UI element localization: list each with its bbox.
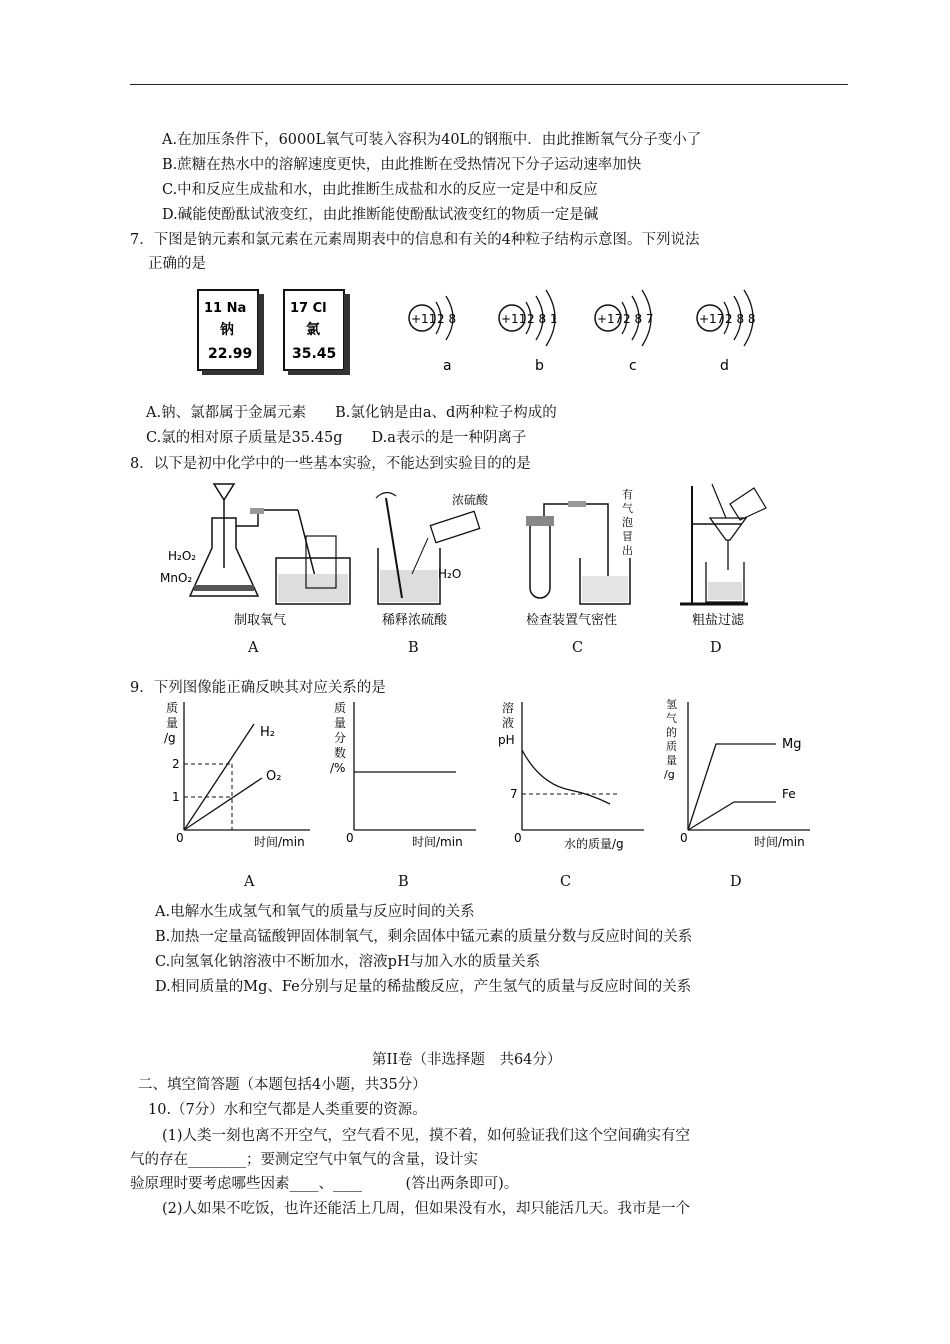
card-cl-mass: 35.45 — [292, 346, 337, 362]
q6-option-b: B.蔗糖在热水中的溶解速度更快，由此推断在受热情况下分子运动速率加快 — [162, 157, 642, 173]
experiment-c — [526, 488, 633, 628]
q6-option-c: C.中和反应生成盐和水，由此推断生成盐和水的反应一定是中和反应 — [162, 182, 598, 198]
svg-text:/g: /g — [664, 768, 675, 781]
q9-option-a: A.电解水生成氢气和氧气的质量与反应时间的关系 — [155, 904, 475, 920]
svg-text:2 8 7: 2 8 7 — [623, 312, 654, 326]
particle-c — [595, 290, 654, 374]
svg-text:浓硫酸: 浓硫酸 — [452, 493, 489, 507]
element-card-na — [198, 290, 264, 375]
svg-text:制取氧气: 制取氧气 — [234, 613, 287, 628]
svg-text:a: a — [443, 358, 452, 374]
svg-text:0: 0 — [680, 831, 688, 845]
svg-text:气: 气 — [666, 712, 677, 725]
svg-text:时间/min: 时间/min — [412, 835, 463, 849]
q8-figure — [150, 478, 790, 658]
q9-option-b: B.加热一定量高锰酸钾固体制氧气，剩余固体中锰元素的质量分数与反应时间的关系 — [155, 929, 693, 945]
svg-text:b: b — [535, 358, 544, 374]
svg-text:MnO₂: MnO₂ — [160, 571, 193, 585]
card-na-header: 11 Na — [204, 301, 247, 316]
q8-letter-a: A — [248, 640, 259, 656]
svg-text:水的质量/g: 水的质量/g — [564, 837, 624, 851]
particle-a — [409, 296, 456, 374]
experiment-a — [160, 484, 350, 628]
svg-text:+17: +17 — [699, 312, 725, 326]
svg-text:时间/min: 时间/min — [254, 835, 305, 849]
svg-text:的: 的 — [666, 726, 677, 739]
q9-letter-d: D — [730, 874, 742, 890]
particle-d — [697, 290, 756, 374]
part2-title: 第II卷（非选择题 共64分） — [372, 1052, 562, 1068]
top-rule — [130, 84, 848, 85]
q8-letter-b: B — [408, 640, 419, 656]
q8-letter-d: D — [710, 640, 722, 656]
svg-text:H₂O: H₂O — [438, 567, 462, 581]
svg-text:c: c — [629, 358, 637, 374]
svg-text:H₂: H₂ — [260, 725, 275, 740]
q9-letter-b: B — [398, 874, 409, 890]
svg-text:0: 0 — [514, 831, 522, 845]
q8-stem: 8．以下是初中化学中的一些基本实验，不能达到实验目的的是 — [130, 456, 531, 472]
svg-text:质: 质 — [334, 701, 347, 715]
q9-stem: 9．下列图像能正确反映其对应关系的是 — [130, 680, 386, 696]
svg-text:d: d — [720, 358, 729, 374]
q9-letter-c: C — [560, 874, 572, 890]
q10-1-line2: 气的存在________；要测定空气中氧气的含量，设计实 — [130, 1152, 478, 1168]
svg-text:稀释浓硫酸: 稀释浓硫酸 — [382, 613, 448, 628]
svg-text:溶: 溶 — [502, 701, 515, 715]
svg-text:检查装置气密性: 检查装置气密性 — [526, 613, 618, 628]
svg-text:量: 量 — [666, 754, 677, 767]
svg-text:氢: 氢 — [666, 698, 677, 711]
q6-option-d: D.碱能使酚酞试液变红，由此推断能使酚酞试液变红的物质一定是碱 — [162, 207, 599, 223]
q10-2-line1: (2)人如果不吃饭，也许还能活上几周，但如果没有水，却只能活几天。我市是一个 — [162, 1201, 691, 1217]
q9-letter-a: A — [244, 874, 255, 890]
svg-text:质: 质 — [166, 701, 179, 715]
q9-option-d: D.相同质量的Mg、Fe分别与足量的稀盐酸反应，产生氢气的质量与反应时间的关系 — [155, 979, 692, 995]
element-card-cl — [284, 290, 350, 375]
svg-text:量: 量 — [334, 716, 347, 730]
q7-options-line2: C.氯的相对原子质量是35.45g D.a表示的是一种阴离子 — [146, 430, 527, 446]
q10-stem: 10.（7分）水和空气都是人类重要的资源。 — [148, 1102, 427, 1118]
svg-text:H₂O₂: H₂O₂ — [168, 549, 197, 563]
svg-text:2 8: 2 8 — [437, 312, 457, 326]
svg-text:Mg: Mg — [782, 737, 802, 752]
svg-text:0: 0 — [176, 831, 184, 845]
graph-c — [498, 700, 644, 851]
q7-options-line1: A.钠、氯都属于金属元素 B.氯化钠是由a、d两种粒子构成的 — [146, 405, 557, 421]
experiment-d — [680, 484, 766, 628]
svg-text:泡: 泡 — [622, 516, 633, 529]
svg-text:Fe: Fe — [782, 787, 796, 801]
q7-stem-cont: 正确的是 — [148, 256, 206, 272]
particle-b — [499, 290, 558, 374]
experiment-b — [376, 492, 489, 628]
svg-text:2 8 1: 2 8 1 — [527, 312, 558, 326]
card-cl-name: 氯 — [306, 322, 320, 338]
q10-1-line3: 验原理时要考虑哪些因素____、____ (答出两条即可)。 — [130, 1176, 519, 1192]
svg-text:O₂: O₂ — [266, 769, 282, 784]
svg-text:+17: +17 — [597, 312, 623, 326]
card-cl-header: 17 Cl — [290, 301, 327, 316]
graph-b — [330, 700, 476, 849]
svg-text:/g: /g — [164, 731, 176, 745]
svg-text:pH: pH — [498, 733, 515, 747]
svg-text:冒: 冒 — [622, 530, 633, 543]
svg-text:分: 分 — [334, 731, 347, 745]
svg-text:质: 质 — [666, 740, 677, 753]
svg-text:1: 1 — [172, 790, 180, 804]
q7-stem: 7．下图是钠元素和氯元素在元素周期表中的信息和有关的4种粒子结构示意图。下列说法 — [130, 232, 700, 248]
svg-text:+11: +11 — [501, 312, 527, 326]
svg-text:0: 0 — [346, 831, 354, 845]
svg-text:+11: +11 — [411, 312, 437, 326]
svg-text:数: 数 — [334, 746, 347, 760]
svg-text:2: 2 — [172, 757, 180, 771]
q10-1-line1: (1)人类一刻也离不开空气，空气看不见，摸不着，如何验证我们这个空间确实有空 — [162, 1128, 691, 1144]
svg-text:粗盐过滤: 粗盐过滤 — [692, 613, 745, 628]
q8-letter-c: C — [572, 640, 584, 656]
svg-text:时间/min: 时间/min — [754, 835, 805, 849]
svg-text:出: 出 — [622, 544, 633, 557]
graph-d — [664, 697, 810, 849]
q9-option-c: C.向氢氧化钠溶液中不断加水，溶液pH与加入水的质量关系 — [155, 954, 541, 970]
svg-text:/%: /% — [330, 761, 346, 775]
q6-option-a: A.在加压条件下，6000L氧气可装入容积为40L的钢瓶中．由此推断氧气分子变小了 — [162, 132, 702, 148]
q7-figure — [190, 280, 780, 380]
svg-text:量: 量 — [166, 716, 179, 730]
graph-a — [164, 700, 310, 849]
q9-graphs — [150, 694, 830, 864]
part2-section: 二、填空简答题（本题包括4小题，共35分） — [138, 1077, 427, 1093]
svg-text:2 8 8: 2 8 8 — [725, 312, 756, 326]
svg-text:气: 气 — [622, 502, 633, 515]
svg-text:7: 7 — [510, 787, 518, 801]
card-na-name: 钠 — [220, 322, 234, 338]
svg-text:有: 有 — [622, 488, 633, 501]
svg-text:液: 液 — [502, 716, 515, 730]
card-na-mass: 22.99 — [208, 346, 253, 362]
